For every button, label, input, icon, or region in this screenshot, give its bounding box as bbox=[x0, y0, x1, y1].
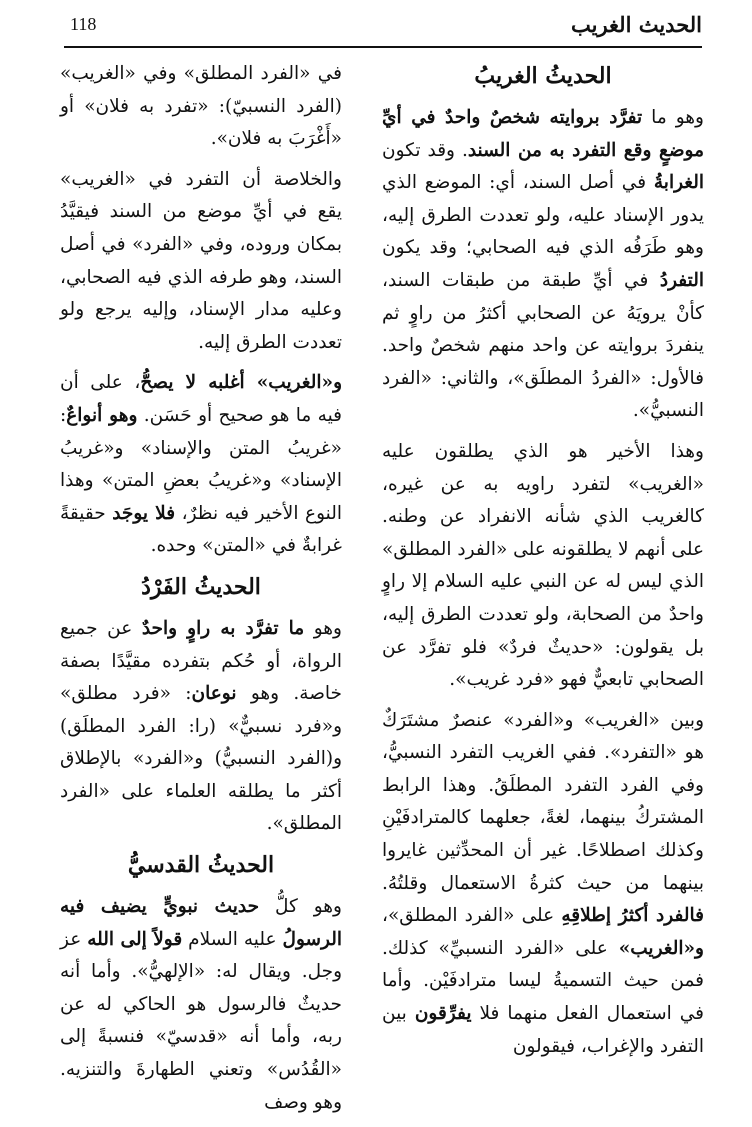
bold-term: تفرَّد بروايته شخصٌ واحدٌ في أيِّ موضعٍ وقع التفرد به من السند bbox=[382, 107, 704, 161]
text-run: في أصل السند، أي: الموضع الذي يدور الإسناد عليه، ولو تعددت الطرق إليه، وهو طَرَفُه الذي فيه الصحابي؛ وقد يكون bbox=[382, 172, 704, 259]
bold-term: قولاً إلى الله bbox=[87, 928, 183, 950]
section-heading-qudsi: الحديثُ القدسيُّ bbox=[127, 852, 275, 879]
paragraph-qudsi-definition bbox=[60, 891, 342, 1119]
bold-term: يفرِّقون bbox=[414, 1003, 472, 1025]
left-column bbox=[60, 58, 342, 1127]
text-run: وهو ما bbox=[642, 107, 704, 128]
text-run: على «الفرد النسبيِّ» كذلك. فمن حيث التسميةُ ليسا مترادفَيْن. وأما في استعمال الفعل منهما فلا bbox=[382, 937, 704, 1025]
paragraph-summary: والخلاصة أن التفرد في «الغريب» يقع في أيِّ موضع من السند فيقيَّدُ بمكان وروده، وفي «الفرد» في أصل السند، وهو طرفه الذي فيه الصحابي، وعليه مدار الإسناد، وإليه يرجع ولو تعددت الطرق إليه. bbox=[60, 168, 342, 353]
bold-term: وهو أنواعٌ bbox=[66, 404, 138, 426]
text-run: بين التفرد والإغراب، فيقولون bbox=[382, 1003, 704, 1057]
paragraph-continuation: في «الفرد المطلق» وفي «الغريب» (الفرد النسبيّ): «تفرد به فلان» أو «أَغْرَبَ به فلان». bbox=[60, 63, 342, 150]
section-heading-gharib: الحديثُ الغريبُ bbox=[474, 63, 612, 89]
bold-term: ما تفرَّد به راوٍ واحدٌ bbox=[141, 617, 305, 639]
bold-term: الغرابةُ bbox=[653, 172, 704, 194]
page-header bbox=[64, 8, 702, 48]
text-run: ، على أن فيه ما هو صحيح أو حَسَن. bbox=[60, 372, 342, 426]
bold-term: التفردُ bbox=[659, 269, 704, 291]
text-run: وبين «الغريب» و«الفرد» عنصرٌ مشتَرَكٌ هو «التفرد». ففي الغريب التفرد النسبيُّ، وفي الفرد التفرد المطلَقُ. وهذا الرابط المشتركُ بينهما، لغةً، جعلهما كالمترادفَيْنِ وكذلك اصطلاحًا. غير أن المحدِّثين غايروا بينهما من حيث كثرةُ الاستعمال وقلتُهُ. bbox=[382, 709, 704, 894]
text-run: : «فرد مطلق» و«فرد نسبيٌّ» (را: الفرد المطلَق) و(الفرد النسبيُّ) و«الفرد» بالإطلاق أكثر ما يطلقه العلماء على «الفرد المطلق». bbox=[60, 683, 342, 835]
bold-term: فالفرد أكثرُ إطلاقِهِ bbox=[561, 905, 704, 927]
running-title: الحديث الغريب bbox=[570, 12, 702, 37]
text-run: عز وجل. ويقال له: «الإلهيُّ». وأما أنه حديثٌ فالرسول هو الحاكي له عن ربه، وأما أنه «قدسيّ» فنسبةً إلى «القُدُس» وتعني الطهارةَ والتنزيه. وهو وصف bbox=[60, 928, 342, 1113]
bold-term: فلا يوجَد bbox=[112, 502, 176, 524]
paragraph-gharib-usage: وهذا الأخير هو الذي يطلقون عليه «الغريب» لتفرد راويه به عن غيره، كالغريب الذي شأنه الانفراد عن وطنه. على أنهم لا يطلقونه على «الفرد المطلق» الذي ليس له عن النبي عليه السلام إلا راوٍ واحدٌ من الصحابة، ولو تعددت الطرق إليه، بل يقولون: «حديثٌ فردٌ» فلو تفرَّد عن الصحابي تابعيٌّ فهو «فرد غريب». bbox=[382, 440, 704, 691]
paragraph-fard-definition bbox=[60, 613, 342, 841]
bold-term: و«الغريب» أغلبه لا يصحُّ bbox=[140, 372, 343, 394]
text-run: وهو كلُّ bbox=[259, 896, 342, 918]
right-column bbox=[382, 58, 704, 1071]
text-run: وهو bbox=[304, 617, 342, 639]
text-run: على «الفرد المطلق»، bbox=[382, 905, 562, 927]
bold-term: حديث نبويٍّ يضيف فيه الرسولُ bbox=[60, 896, 342, 950]
paragraph-gharib-fard-relation bbox=[382, 705, 704, 1064]
text-run: : «غريبُ المتن والإسناد» و«غريبُ الإسناد» و«غريبُ بعضِ المتن» وهذا النوع الأخير فيه نظرٌ، bbox=[60, 404, 342, 524]
bold-term: نوعان bbox=[191, 683, 237, 705]
text-run: عن جميع الرواة، أو حُكم بتفرده مقيَّدًا بصفة خاصة. وهو bbox=[60, 617, 342, 705]
paragraph-gharib-definition bbox=[382, 102, 704, 428]
paragraph-gharib-types bbox=[60, 367, 342, 563]
text-run: . وقد تكون bbox=[382, 139, 468, 161]
text-run: حقيقةً غرابةٌ في «المتن» وحده. bbox=[60, 502, 342, 557]
text-run: في أيِّ طبقة من طبقات السند، كأنْ يرويَهُ عن الصحابي أكثرُ من راوٍ ثم ينفردَ بروايته عن واحد منهم شخصٌ واحد. فالأول: «الفردُ المطلَق»، والثاني: «الفرد النسبيُّ». bbox=[382, 269, 704, 422]
text-run: عليه السلام bbox=[182, 928, 283, 950]
page-number: 118 bbox=[70, 14, 97, 34]
section-heading-fard: الحديثُ الفَرْدُ bbox=[141, 573, 261, 600]
bold-term: و«الغريب» bbox=[618, 937, 704, 959]
